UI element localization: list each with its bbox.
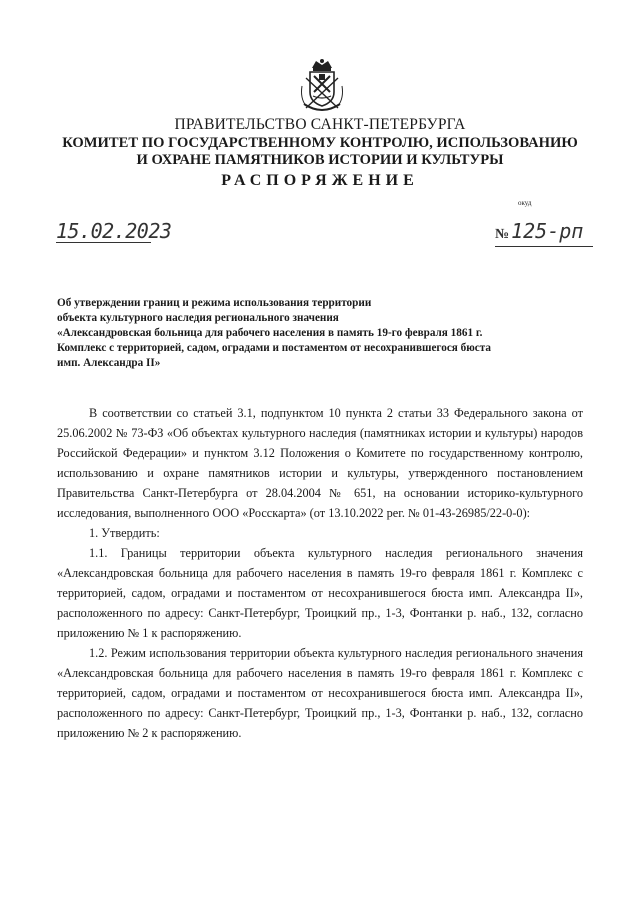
document-type-title: РАСПОРЯЖЕНИЕ <box>221 172 419 189</box>
committee-name-line-2: И ОХРАНЕ ПАМЯТНИКОВ ИСТОРИИ И КУЛЬТУРЫ <box>136 152 504 168</box>
item-1-1: 1.1. Границы территории объекта культурного наследия регионального значения «Александровская больница для рабочего населения в память 19-го февраля 1861 г. Комплекс с территорией, садом, оградами и постаментом от несохранившегося бюста имп. Александра II», расположенного по адресу: Санкт-Петербург, Троицкий пр., 1-3, Фонтанки р. наб., 132, согласно приложению № 1 к распоряжению. <box>57 546 583 640</box>
number-sign: № <box>495 227 510 242</box>
subject-line-3: «Александровская больница для рабочего населения в память 19-го февраля 1861 г. <box>57 327 483 339</box>
subject-line-4: Комплекс с территорией, садом, оградами и постаментом от несохранившегося бюста <box>57 342 491 354</box>
preamble-paragraph: В соответствии со статьей 3.1, подпунктом 10 пункта 2 статьи 33 Федерального закона от 25.06.2002 № 73-ФЗ «Об объектах культурного наследия (памятниках истории и культуры) народов Российской Федерации» и пунктом 3.12 Положения о Комитете по государственному контролю, использованию и охране памятников истории и культуры, утвержденного постановлением Правительства Санкт-Петербурга от 28.04.2004 № 651, на основании историко-культурного исследования, выполненного ООО «Росскарта» (от 13.10.2022 рег. № 01-43-26985/22-0-0): <box>57 406 583 520</box>
st-petersburg-coat-of-arms-icon <box>298 58 346 116</box>
subject-line-5: имп. Александра II» <box>57 357 161 369</box>
okud-label: окуд <box>518 199 532 207</box>
subject-line-1: Об утверждении границ и режима использования территории <box>57 297 372 309</box>
item-1: 1. Утвердить: <box>89 526 160 540</box>
committee-name <box>0 135 640 169</box>
item-1-2: 1.2. Режим использования территории объекта культурного наследия регионального значения «Александровская больница для рабочего населения в память 19-го февраля 1861 г. Комплекс с территорией, садом, оградами и постаментом от несохранившегося бюста имп. Александра II», расположенного по адресу: Санкт-Петербург, Троицкий пр., 1-3, Фонтанки р. наб., 132, согласно приложению № 2 к распоряжению. <box>57 646 583 740</box>
document-subject <box>57 296 597 371</box>
subject-line-2: объекта культурного наследия регионального значения <box>57 312 339 324</box>
number-value: 125-рп <box>511 219 584 243</box>
document-body <box>57 403 583 743</box>
committee-name-line-1: КОМИТЕТ ПО ГОСУДАРСТВЕННОМУ КОНТРОЛЮ, ИСПОЛЬЗОВАНИЮ <box>62 135 578 151</box>
government-name: ПРАВИТЕЛЬСТВО САНКТ-ПЕТЕРБУРГА <box>174 116 466 133</box>
document-number <box>495 221 593 247</box>
document-date: 15.02.2023 <box>56 219 172 243</box>
